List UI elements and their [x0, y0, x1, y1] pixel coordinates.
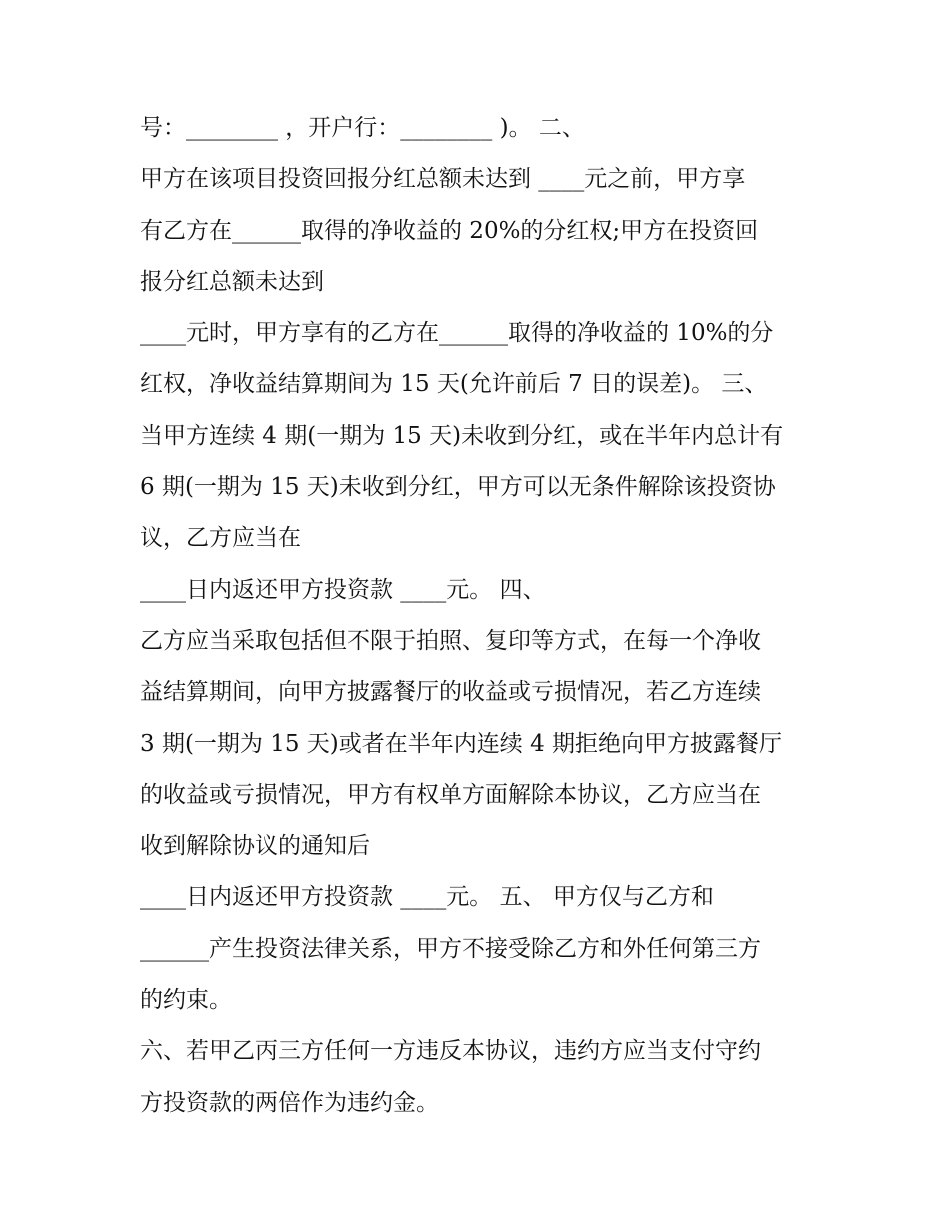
- text-line: 的收益或亏损情况，甲方有权单方面解除本协议，乙方应当在: [140, 781, 761, 808]
- text-line: 甲方在该项目投资回报分红总额未达到 ____元之前，甲方享: [140, 166, 746, 193]
- text-line: 6 期(一期为 15 天)未收到分红，甲方可以无条件解除该投资协: [140, 474, 776, 501]
- text-line: 3 期(一期为 15 天)或者在半年内连续 4 期拒绝向甲方披露餐厅: [140, 730, 783, 757]
- text-line: 议，乙方应当在: [140, 525, 301, 552]
- text-line: ____日内返还甲方投资款 ____元。 五、 甲方仅与乙方和: [140, 884, 714, 911]
- text-line: 当甲方连续 4 期(一期为 15 天)未收到分红，或在半年内总计有: [140, 422, 784, 449]
- text-line: 报分红总额未达到: [140, 268, 324, 295]
- text-line: 红权，净收益结算期间为 15 天(允许前后 7 日的误差)。 三、: [140, 371, 768, 398]
- contract-text: [140, 103, 830, 1129]
- text-line: ____元时，甲方享有的乙方在______取得的净收益的 10%的分: [140, 320, 774, 347]
- text-line: 号：________ ，开户行：________ )。 二、: [140, 115, 585, 141]
- text-line: 有乙方在______取得的净收益的 20%的分红权;甲方在投资回: [140, 217, 759, 244]
- text-line: 益结算期间，向甲方披露餐厅的收益或亏损情况，若乙方连续: [140, 679, 761, 706]
- text-line: 乙方应当采取包括但不限于拍照、复印等方式，在每一个净收: [140, 627, 761, 654]
- text-line: ____日内返还甲方投资款 ____元。 四、: [140, 576, 546, 603]
- text-line: 方投资款的两倍作为违约金。: [140, 1089, 439, 1116]
- text-line: ______产生投资法律关系，甲方不接受除乙方和外任何第三方: [140, 935, 761, 962]
- text-line: 收到解除协议的通知后: [140, 833, 370, 860]
- text-line: 的约束。: [140, 987, 232, 1014]
- text-line: 六、若甲乙丙三方任何一方违反本协议，违约方应当支付守约: [140, 1038, 761, 1065]
